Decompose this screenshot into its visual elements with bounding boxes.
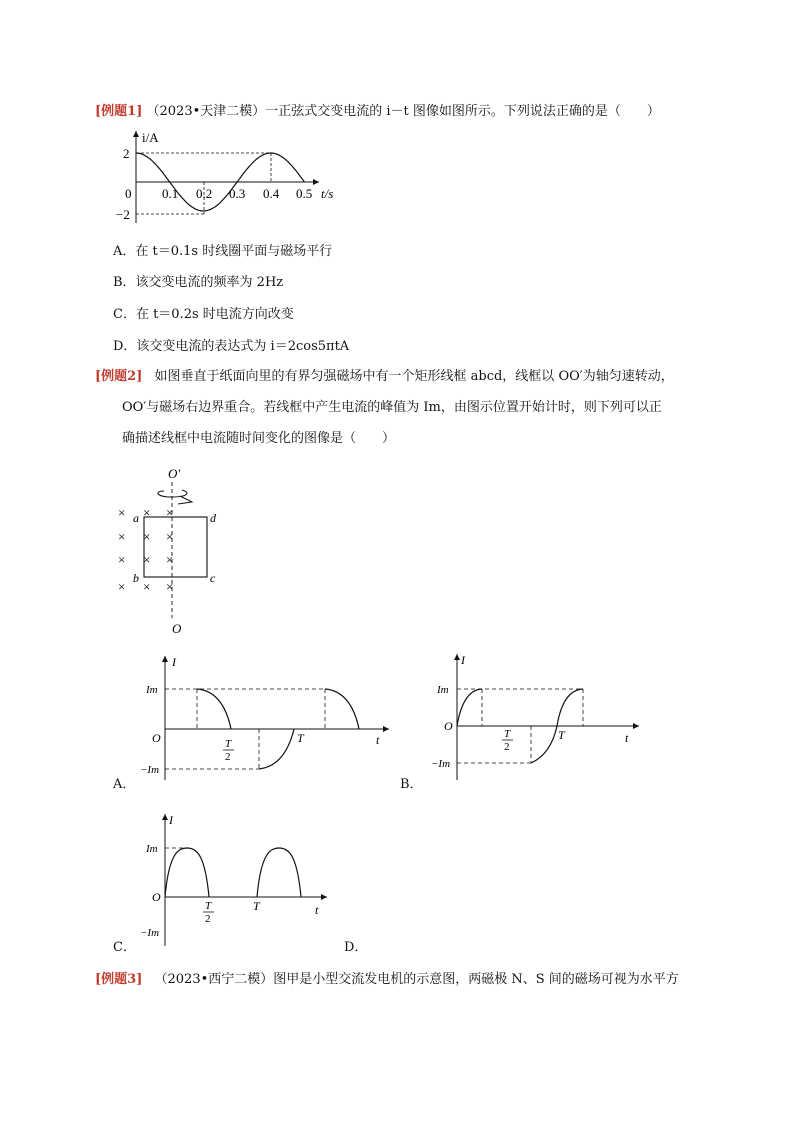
- graph-a-t: T: [297, 731, 304, 745]
- graph-a-ylabel: I: [172, 655, 176, 669]
- field-mark: ×: [166, 552, 174, 567]
- graph-c-half-t-num: T: [205, 900, 212, 912]
- graph-c-curve: [165, 848, 209, 897]
- q2-graph-b: [427, 650, 647, 785]
- graph-a-neg-im: −Im: [140, 764, 160, 776]
- question-2-tag: [例题2]: [95, 369, 143, 384]
- graph-c-im: Im: [146, 843, 158, 855]
- graph-b-xlabel: t: [625, 731, 629, 745]
- q1-xtick-01: 0.1: [162, 186, 179, 201]
- graph-a-im: Im: [146, 684, 158, 696]
- coil-abcd: [144, 517, 207, 577]
- question-1-header: [95, 102, 660, 122]
- question-2-stem-3: 确描述线框中电流随时间变化的图像是（ ）: [122, 431, 396, 446]
- q2-graph-c: [135, 810, 335, 950]
- graph-b-ylabel: I: [461, 653, 465, 667]
- graph-b-half-t-num: T: [504, 728, 511, 740]
- graph-a-curve: [259, 729, 294, 769]
- graph-c-neg-im: −Im: [140, 927, 160, 939]
- graph-b-t: T: [558, 728, 565, 742]
- field-mark: ×: [166, 529, 174, 544]
- graph-a-xlabel: t: [376, 733, 380, 747]
- graph-a-origin: O: [152, 731, 161, 745]
- magnetic-field-marks: [118, 505, 173, 594]
- field-mark: ×: [143, 505, 151, 520]
- graph-a-curve: [325, 689, 359, 729]
- graph-c-xlabel: t: [315, 903, 319, 917]
- field-mark: ×: [143, 529, 151, 544]
- question-1-graph: [105, 125, 350, 230]
- graph-b-origin: O: [444, 719, 453, 733]
- q2-option-b-label[interactable]: B．: [400, 777, 423, 792]
- q1-xtick-02: 0.2: [196, 186, 213, 201]
- question-2-stem-2: OO′与磁场右边界重合。若线框中产生电流的峰值为 Im，由图示位置开始计时，则下列可以正: [122, 400, 662, 415]
- q1-option-a[interactable]: A．在 t＝0.1s 时线圈平面与磁场平行: [113, 244, 333, 259]
- question-2-stem-1: 如图垂直于纸面向里的有界匀强磁场中有一个矩形线框 abcd，线框以 OO′为轴匀速转动，: [154, 369, 674, 384]
- label-o-prime: O′: [168, 466, 181, 481]
- graph-b-half-t-den: 2: [504, 741, 510, 753]
- corner-d: d: [210, 511, 216, 525]
- graph-c-half-t-den: 2: [205, 913, 211, 925]
- graph-c-t: T: [253, 899, 260, 913]
- q1-ytick-neg2: −2: [116, 207, 130, 222]
- question-2-line-1: [95, 367, 674, 387]
- q2-graph-a: [135, 650, 395, 785]
- corner-c: c: [210, 571, 216, 585]
- label-o: O: [172, 621, 182, 636]
- field-mark: ×: [118, 552, 126, 567]
- question-1-stem: （2023•天津二模）一正弦式交变电流的 i－t 图像如图所示。下列说法正确的是（ ）: [146, 104, 660, 119]
- q2-option-d-label[interactable]: D．: [344, 940, 368, 955]
- graph-b-curve: [457, 689, 482, 726]
- question-3-stem: （2023•西宁二模）图甲是小型交流发电机的示意图，两磁极 N、S 间的磁场可视为水平方: [154, 972, 679, 987]
- q1-option-d[interactable]: D．该交变电流的表达式为 i＝2cos5πtA: [113, 339, 350, 354]
- question-3-header: [95, 970, 679, 990]
- q1-xtick-04: 0.4: [263, 186, 280, 201]
- q1-origin: 0: [125, 186, 132, 201]
- graph-a-curve: [197, 689, 231, 729]
- q1-option-c[interactable]: C．在 t＝0.2s 时电流方向改变: [113, 307, 294, 322]
- graph-a-half-t-num: T: [225, 738, 232, 750]
- field-mark: ×: [166, 579, 174, 594]
- rotation-arrow-head: [178, 496, 192, 504]
- graph-c-ylabel: I: [169, 813, 173, 827]
- question-3-tag: [例题3]: [95, 972, 143, 987]
- q2-option-c-label[interactable]: C．: [113, 940, 136, 955]
- field-mark: ×: [118, 505, 126, 520]
- q1-xtick-03: 0.3: [229, 186, 246, 201]
- q1-option-b[interactable]: B．该交变电流的频率为 2Hz: [113, 275, 284, 290]
- q2-coil-figure: [108, 460, 238, 640]
- q1-ytick-2: 2: [123, 146, 130, 161]
- graph-b-neg-im: −Im: [431, 758, 451, 770]
- q1-xtick-05: 0.5: [296, 186, 313, 201]
- field-mark: ×: [143, 579, 151, 594]
- corner-b: b: [133, 571, 139, 585]
- field-mark: ×: [143, 552, 151, 567]
- corner-a: a: [133, 511, 139, 525]
- field-mark: ×: [118, 579, 126, 594]
- field-mark: ×: [166, 505, 174, 520]
- q2-option-a-label[interactable]: A．: [113, 777, 136, 792]
- graph-a-half-t-den: 2: [225, 751, 231, 763]
- q1-xlabel: t/s: [321, 186, 334, 201]
- graph-c-origin: O: [152, 890, 161, 904]
- graph-c-curve: [257, 848, 301, 897]
- graph-b-im: Im: [437, 684, 449, 696]
- question-1-tag: [例题1]: [95, 104, 143, 119]
- q1-ylabel: i/A: [142, 130, 159, 145]
- field-mark: ×: [118, 529, 126, 544]
